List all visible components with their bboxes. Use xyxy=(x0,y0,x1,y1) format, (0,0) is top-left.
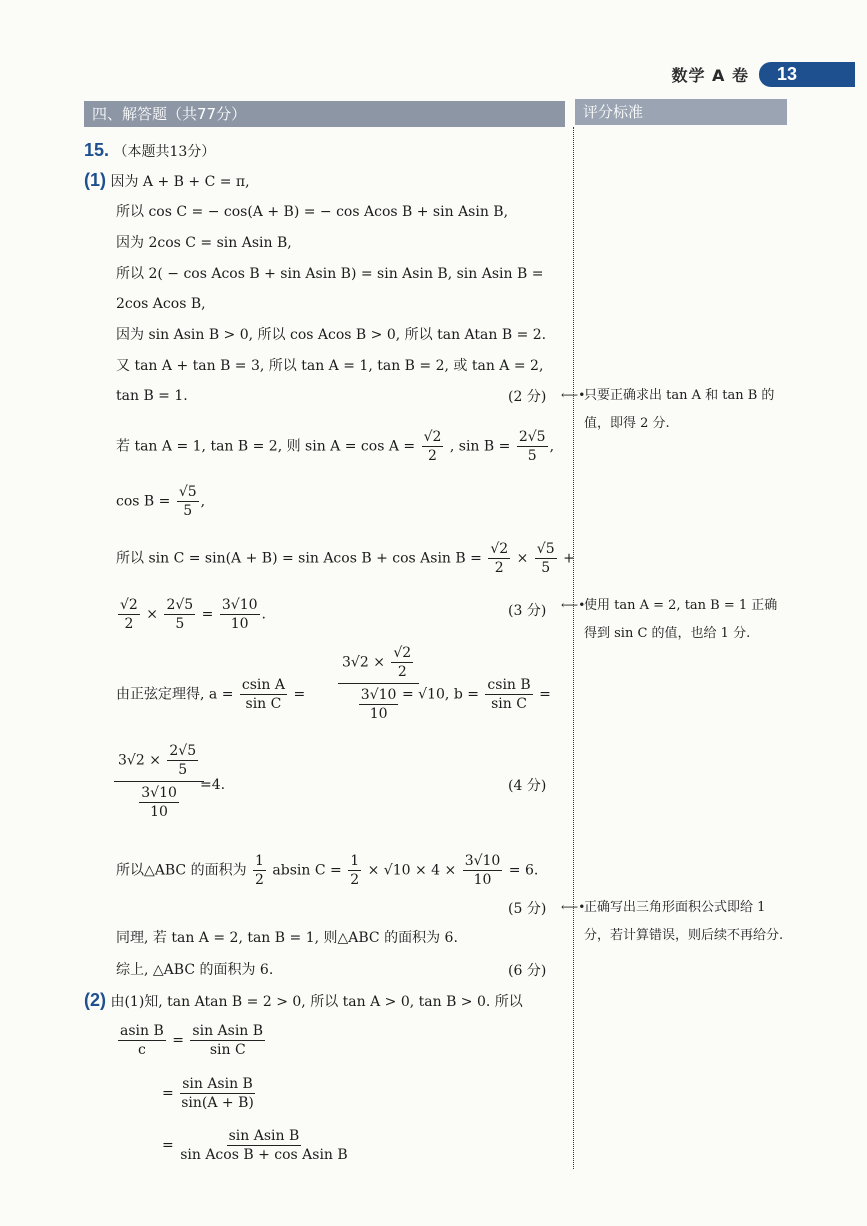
question-points: （本题共13分） xyxy=(113,144,216,160)
fraction-3r10-over-10: $\frac{3√10}{10}$ xyxy=(221,597,258,632)
arrow-icon: ⟵• xyxy=(561,900,586,914)
fraction-csinb-over-sinc: $\frac{\text{csin B}}{\text{sin C}}$ xyxy=(487,677,531,712)
fraction-r5-over-5: $\frac{√5}{5}$ xyxy=(178,484,197,519)
fraction-1-over-2: $\frac{1}{2}$ xyxy=(255,853,264,888)
part1-line-14: =4. xyxy=(200,777,226,793)
part1-line-11: 所以 sin C = sin(A + B) = sin Acos B + cos Asin B = $\frac{√2}{2}$ × $\frac{√5}{5}$ + xyxy=(116,541,575,576)
part2-line-4: = $\frac{\text{sin Asin B}}{\text{sin Acos B + cos Asin B}}$ xyxy=(162,1128,348,1163)
part1-line-16: 同理, 若 tan A = 2, tan B = 1, 则△ABC 的面积为 6. xyxy=(116,930,458,946)
fraction-2r5-over-5: $\frac{2√5}{5}$ xyxy=(518,429,546,464)
score-note-1: 只要正确求出 tan A 和 tan B 的值，即得 2 分. xyxy=(584,388,775,431)
text-area: 所以△ABC 的面积为 xyxy=(116,862,247,879)
text-area-result: = 6. xyxy=(508,862,539,879)
fraction-r2-over-2-b: $\frac{√2}{2}$ xyxy=(490,541,509,576)
part1-line-10: cos B = $\frac{√5}{5}$ , xyxy=(116,484,206,519)
part2-line-1 xyxy=(84,990,523,1012)
complex-fraction-b: 3√2 × $\frac{2√5}{5}$ $\frac{3√10}{10}$ xyxy=(114,742,204,821)
part1-line-8: tan B = 1. xyxy=(116,388,188,404)
score-mark-3: (3 分) xyxy=(508,603,547,619)
part1-line-13a: 由正弦定理得, a = $\frac{\text{csin A}}{\text{sin C}}$ = xyxy=(116,677,306,712)
question-number: 15. xyxy=(84,140,110,160)
fraction-sinasinb-over-sinc: $\frac{\text{sin Asin B}}{\text{sin C}}$ xyxy=(192,1023,264,1058)
part1-line-7: 又 tan A + tan B = 3, 所以 tan A = 1, tan B = 2, 或 tan A = 2, xyxy=(116,358,544,374)
fraction-sinasinb-over-sinapb: $\frac{\text{sin Asin B}}{\sin(A + B)}$ xyxy=(181,1076,254,1111)
part1-line-4: 所以 2( − cos Acos B + sin Asin B) = sin Asin B, sin Asin B = xyxy=(116,266,544,282)
fraction-r5-over-5-b: $\frac{√5}{5}$ xyxy=(536,541,555,576)
part1-line-3: 因为 2cos C = sin Asin B, xyxy=(116,235,292,251)
score-title: 评分标准 xyxy=(575,99,787,125)
arrow-icon: ⟵• xyxy=(561,388,586,402)
part2-text-1: 由(1)知, tan Atan B = 2 > 0, 所以 tan A > 0, tan B > 0. 所以 xyxy=(110,994,523,1010)
score-mark-6: (6 分) xyxy=(508,963,547,979)
fraction-2r5-over-5-b: $\frac{2√5}{5}$ xyxy=(166,597,194,632)
part1-line-17: 综上, △ABC 的面积为 6. xyxy=(116,962,274,978)
part1-label: (1) xyxy=(84,170,106,190)
text-sin-b: , sin B = xyxy=(449,438,511,455)
part1-line-6: 因为 sin Asin B > 0, 所以 cos Acos B > 0, 所以 tan Atan B = 2. xyxy=(116,327,547,343)
score-note-2: 使用 tan A = 2, tan B = 1 正确得到 sin C 的值，也给 1 分. xyxy=(584,598,778,641)
score-mark-5: (5 分) xyxy=(508,901,547,917)
question-header xyxy=(84,140,215,162)
text-product: × √10 × 4 × xyxy=(367,862,457,879)
fraction-1-over-2-b: $\frac{1}{2}$ xyxy=(350,853,360,888)
part1-line-13b: = √10, b = $\frac{\text{csin B}}{\text{sin C}}$ = xyxy=(402,677,551,712)
part1-line-5: 2cos Acos B, xyxy=(116,296,206,312)
text-sin-c: 所以 sin C = sin(A + B) = sin Acos B + cos Asin B = xyxy=(116,550,482,567)
part2-label: (2) xyxy=(84,990,106,1010)
fraction-asinb-over-c: $\frac{\text{asin B}}{c}$ xyxy=(120,1023,164,1058)
text-absinc: absin C = xyxy=(272,862,342,879)
arrow-icon: ⟵• xyxy=(561,598,586,612)
part1-line-1 xyxy=(84,170,250,192)
text-cos-b: cos B = xyxy=(116,493,171,510)
fraction-csina-over-sinc: $\frac{\text{csin A}}{\text{sin C}}$ xyxy=(241,677,285,712)
part2-line-3: = $\frac{\text{sin Asin B}}{\sin(A + B)}$ xyxy=(162,1076,254,1111)
score-note-3: 正确写出三角形面积公式即给 1 分，若计算错误，则后续不再给分. xyxy=(584,900,784,943)
part1-line-2: 所以 cos C = − cos(A + B) = − cos Acos B + sin Asin B, xyxy=(116,204,509,220)
score-mark-2: (2 分) xyxy=(508,389,547,405)
part1-line-15 xyxy=(116,852,538,889)
fraction-r2-over-2-c: $\frac{√2}{2}$ xyxy=(120,597,138,632)
score-mark-4: (4 分) xyxy=(508,778,547,794)
complex-fraction-a: 3√2 × $\frac{√2}{2}$ $\frac{3√10}{10}$ xyxy=(338,644,419,723)
part1-line-12: $\frac{√2}{2}$ × $\frac{2√5}{5}$ = $\frac{3√10}{10}$ . xyxy=(120,597,266,632)
part2-line-2: $\frac{\text{asin B}}{c}$ = $\frac{\text{sin Asin B}}{\text{sin C}}$ xyxy=(120,1023,264,1058)
header-title: 数学 A 卷 xyxy=(671,65,749,85)
part1-text-1: 因为 A + B + C = π, xyxy=(110,174,250,190)
text-sin-a: 若 tan A = 1, tan B = 2, 则 sin A = cos A = xyxy=(116,438,416,455)
page-number: 13 xyxy=(759,62,855,87)
fraction-r2-over-2: $\frac{√2}{2}$ xyxy=(423,429,442,464)
page-header xyxy=(671,60,855,88)
text-law-of-sines: 由正弦定理得, a = xyxy=(116,686,234,703)
section-title: 四、解答题（共77分） xyxy=(84,101,565,127)
column-divider xyxy=(573,127,574,1169)
part1-line-9: 若 tan A = 1, tan B = 2, 则 sin A = cos A = $\frac{√2}{2}$ , sin B = $\frac{2√5}{5}$ , xyxy=(116,429,555,464)
fraction-sinasinb-over-sum: $\frac{\text{sin Asin B}}{\text{sin Acos B + cos Asin B}}$ xyxy=(180,1128,348,1163)
text-b-eq: = √10, b = xyxy=(402,686,479,703)
fraction-3r10-over-10-b: $\frac{3√10}{10}$ xyxy=(464,853,501,888)
